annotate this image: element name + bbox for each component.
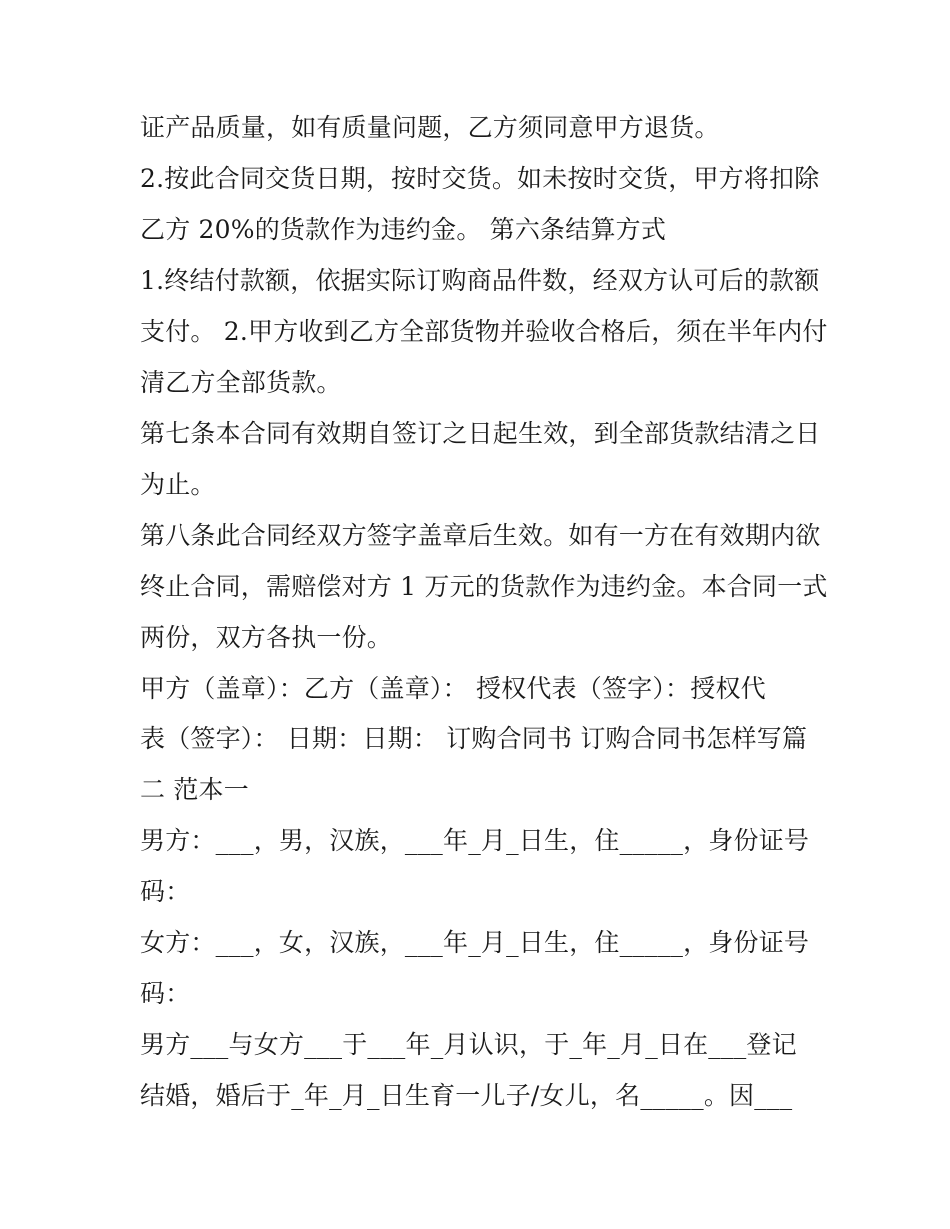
text-line: 第八条此合同经双方签字盖章后生效。如有一方在有效期内欲 [140, 521, 821, 550]
text-line: 乙方 20%的货款作为违约金。 第六条结算方式 [140, 215, 667, 244]
text-line: 2.按此合同交货日期，按时交货。如未按时交货，甲方将扣除 [140, 164, 820, 193]
text-line: 第七条本合同有效期自签订之日起生效，到全部货款结清之日 [140, 419, 821, 448]
text-line: 为止。 [140, 470, 216, 499]
text-line: 终止合同，需赔偿对方 1 万元的货款作为违约金。本合同一式 [140, 572, 828, 601]
text-line: 结婚，婚后于_年_月_日生育一儿子/女儿，名_____。因___ [140, 1081, 793, 1110]
text-line: 女方：___，女，汉族，___年_月_日生，住_____，身份证号 [140, 928, 810, 957]
text-line: 甲方（盖章）：乙方（盖章）： 授权代表（签字）：授权代 [140, 674, 766, 703]
text-line: 支付。 2.甲方收到乙方全部货物并验收合格后，须在半年内付 [140, 317, 828, 346]
text-line: 两份，双方各执一份。 [140, 623, 393, 652]
text-line: 清乙方全部货款。 [140, 368, 342, 397]
text-line: 码： [140, 979, 191, 1008]
text-line: 证产品质量，如有质量问题，乙方须同意甲方退货。 [140, 113, 720, 142]
text-line: 表（签字）： 日期：日期： 订购合同书 订购合同书怎样写篇 [140, 724, 808, 753]
text-line: 码： [140, 877, 191, 906]
text-line: 男方：___，男，汉族，___年_月_日生，住_____，身份证号 [140, 826, 810, 855]
text-line: 1.终结付款额，依据实际订购商品件数，经双方认可后的款额 [140, 266, 820, 295]
text-line: 男方___与女方___于___年_月认识，于_年_月_日在___登记 [140, 1030, 797, 1059]
text-line: 二 范本一 [140, 775, 249, 804]
